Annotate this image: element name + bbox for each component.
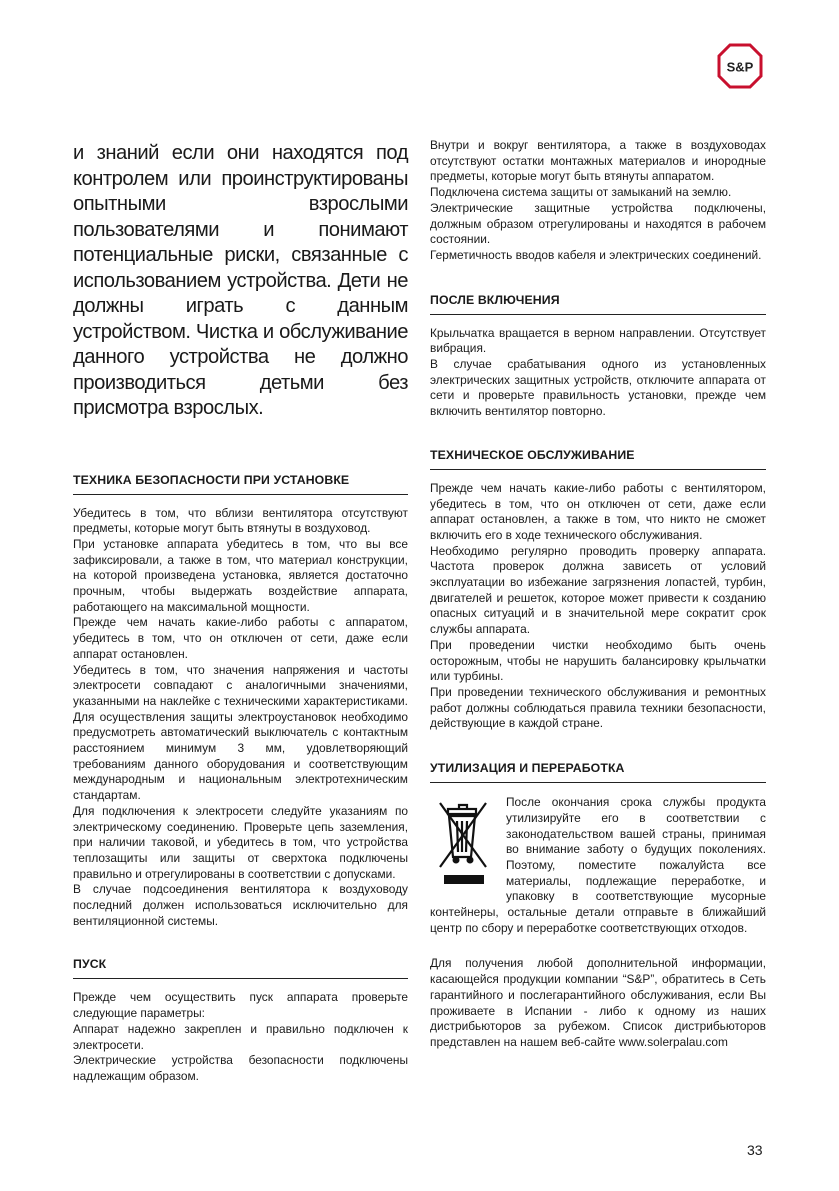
- paragraph: Внутри и вокруг вентилятора, а также в воздуховодах отсутствуют остатки монтажных материалов и инородные предметы, которые могут быть втянуты аппаратом.: [430, 138, 766, 184]
- paragraph: Для подключения к электросети следуйте указаниям по электрическому соединению. Проверьте цепь заземления, при наличии таковой, и убедитесь в том, что устройства теплозащиты или защиты от сверхтока подключены правильно и отрегулированы в соответствии с допусками.: [73, 803, 408, 881]
- paragraph: Прежде чем осуществить пуск аппарата проверьте следующие параметры:: [73, 990, 408, 1021]
- paragraph: При установке аппарата убедитесь в том, что вы все зафиксировали, а также в том, что материал конструкции, на которой произведена установка, является достаточно прочным, чтобы выдержать воздействие аппарата, работающего на максимальной мощности.: [73, 536, 408, 614]
- installation-heading: ТЕХНИКА БЕЗОПАСНОСТИ ПРИ УСТАНОВКЕ: [73, 473, 408, 495]
- paragraph: В случае подсоединения вентилятора к воздуховоду последний должен использоваться исключительно для вентиляционной системы.: [73, 882, 408, 928]
- paragraph: В случае срабатывания одного из установленных электрических защитных устройств, отключите аппарата от сети и проверьте правильность установки, прежде чем включить вентилятор повторно.: [430, 357, 766, 419]
- paragraph: Прежде чем начать какие-либо работы с аппаратом, убедитесь в том, что он отключен от сети, даже если аппарат остановлен.: [73, 615, 408, 661]
- start-heading: ПУСК: [73, 957, 408, 979]
- svg-text:S&P: S&P: [726, 59, 754, 75]
- right-column: [430, 138, 766, 1051]
- paragraph: Аппарат надежно закреплен и правильно подключен к электросети.: [73, 1021, 408, 1052]
- paragraph: Убедитесь в том, что вблизи вентилятора отсутствуют предметы, которые могут быть втянуты в воздуховод.: [73, 505, 408, 536]
- paragraph: Подключена система защиты от замыканий на землю.: [430, 185, 732, 200]
- start-continued: [430, 138, 766, 264]
- page-number: 33: [747, 1142, 763, 1158]
- paragraph: Прежде чем начать какие-либо работы с вентилятором, убедитесь в том, что он отключен от сети, даже если аппарат остановлен, а также в том, что никто не сможет включить его в ходе технического обслуживания.: [430, 480, 766, 542]
- paragraph: Убедитесь в том, что значения напряжения и частоты электросети совпадают с аналогичными значениями, указанными на наклейке с техническими характеристиками. Для осуществления защиты электроустановок необходимо предусмотреть автоматический выключатель с контактным расстоянием минимум 3 мм, удовлетворяющий требованиям данного оборудования и соответствующим международным и национальным электротехническим стандартам.: [73, 662, 408, 803]
- after-start-section: [430, 293, 766, 420]
- recycling-section: [430, 761, 766, 1051]
- maintenance-section: [430, 448, 766, 732]
- contact-text: Для получения любой дополнительной информации, касающейся продукции компании “S&P”, обратитесь в Сеть гарантийного и послегарантийного обслуживания, если Вы проживаете в Испании - либо к одному из наших дистрибьюторов за рубежом. Список дистрибьюторов представлен на нашем веб-сайте www.solerpalau.com: [430, 956, 766, 1049]
- recycling-text: После окончания срока службы продукта утилизируйте его в соответствии с законодательством вашей страны, принимая во внимание заботу о будущих поколениях. Поэтому, поместите пожалуйста все материалы, подлежащие переработке, и упаковку в соответствующие мусорные контейнеры, остальные детали отправьте в ближайший центр по сбору и переработке соответствующих отходов.: [430, 795, 766, 935]
- left-column: [73, 140, 408, 1085]
- paragraph: Крыльчатка вращается в верном направлении. Отсутствует вибрация.: [430, 325, 766, 356]
- paragraph: При проведении технического обслуживания и ремонтных работ должны соблюдаться правила техники безопасности, действующие в каждой стране.: [430, 684, 766, 731]
- weee-crossed-bin-icon: [430, 795, 500, 891]
- maintenance-heading: ТЕХНИЧЕСКОЕ ОБСЛУЖИВАНИЕ: [430, 448, 766, 470]
- paragraph: Электрические устройства безопасности подключены надлежащим образом.: [73, 1053, 408, 1083]
- paragraph: При проведении чистки необходимо быть очень осторожным, чтобы не нарушить балансировку крыльчатки или турбины.: [430, 637, 766, 684]
- start-section: [73, 957, 408, 1084]
- recycling-heading: УТИЛИЗАЦИЯ И ПЕРЕРАБОТКА: [430, 761, 766, 783]
- after-start-heading: ПОСЛЕ ВКЛЮЧЕНИЯ: [430, 293, 766, 315]
- sp-logo: [716, 42, 764, 90]
- paragraph: Электрические защитные устройства подключены, должным образом отрегулированы и находятся в рабочем состоянии.: [430, 200, 766, 247]
- intro-text: и знаний если они находятся под контролем или проинструктированы опытными взрослыми пользователями и понимают потенциальные риски, связанные с использованием устройства. Дети не должны играть с данным устройством. Чистка и обслуживание данного устройства не должно производиться детьми без присмотра взрослых.: [73, 142, 408, 419]
- installation-section: [73, 473, 408, 930]
- paragraph: Необходимо регулярно проводить проверку аппарата. Частота проверок должна зависеть от условий эксплуатации во избежание загрязнения лопастей, турбин, двигателей и решеток, которое может привести к созданию опасных ситуаций и в значительной мере сократит срок службы аппарата.: [430, 543, 766, 637]
- paragraph: Герметичность вводов кабеля и электрических соединений.: [430, 247, 762, 262]
